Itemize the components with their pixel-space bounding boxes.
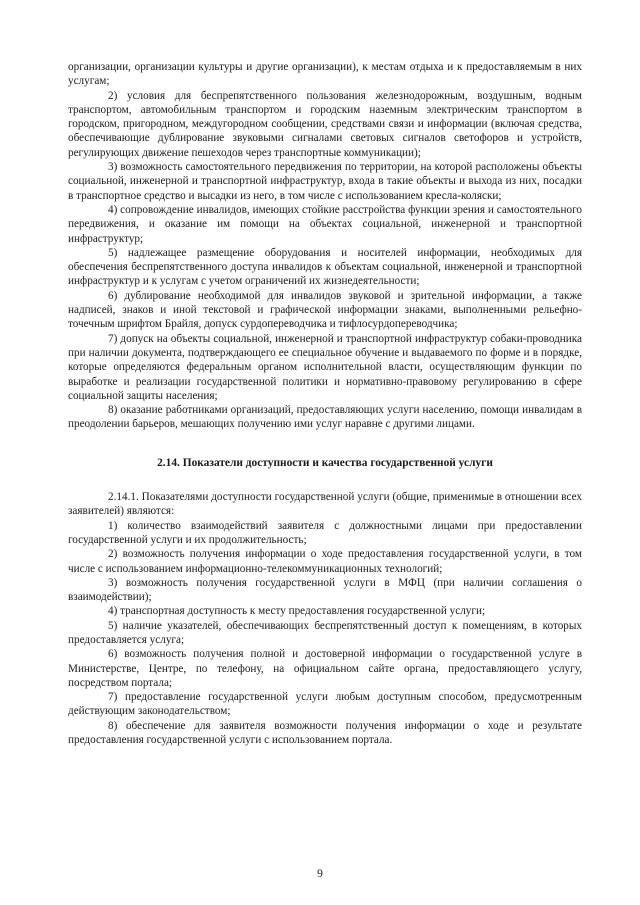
- accessibility-indicators-list: [68, 490, 582, 747]
- indicator-item-6: 6) возможность получения полной и достоверной информации о государственной услуге в Министерстве, Центре, по телефону, на официальном сайте органа, предоставляющего услугу, посредством портала;: [68, 648, 582, 689]
- indicator-item-7: 7) предоставление государственной услуги любым доступным способом, предусмотренным действующим законодательством;: [68, 691, 582, 718]
- condition-item-7: 7) допуск на объекты социальной, инженерной и транспортной инфраструктур собаки-проводника при наличии документа, подтверждающего ее специальное обучение и выдаваемого по форме и в порядке, которые определяются федеральным органом исполнительной власти, осуществляющим функции по выработке и реализации государственной политики и нормативно-правовому регулированию в сфере социальной защиты населения;: [68, 332, 582, 402]
- condition-item-5: 5) надлежащее размещение оборудования и носителей информации, необходимых для обеспечения беспрепятственного доступа инвалидов к объектам социальной, инженерной и транспортной инфраструктур и к услугам с учетом ограничений их жизнедеятельности;: [68, 246, 582, 288]
- accessibility-conditions-list: [68, 60, 582, 432]
- indicator-item-1: 1) количество взаимодействий заявителя с должностными лицами при предоставлении государственной услуги и их продолжительность;: [68, 519, 582, 546]
- section-intro: 2.14.1. Показателями доступности государственной услуги (общие, применимые в отношении всех заявителей) являются:: [68, 491, 582, 518]
- condition-item-2: 2) условия для беспрепятственного пользования железнодорожным, воздушным, водным транспортом, автомобильным транспортом и городским наземным электрическим транспортом в городском, пригородном, междугородном сообщении, средствами связи и информации (включая средства, обеспечивающие дублирование звуковыми сигналами световых сигналов светофоров и устройств, регулирующих движение пешеходов через транспортные коммуникации);: [68, 89, 582, 159]
- indicator-item-2: 2) возможность получения информации о ходе предоставления государственной услуги, в том числе с использованием информационно-телекоммуникационных технологий;: [68, 548, 582, 575]
- indicator-item-3: 3) возможность получения государственной услуги в МФЦ (при наличии соглашения о взаимодействии);: [68, 576, 582, 604]
- page-number: 9: [317, 868, 323, 880]
- indicator-item-5: 5) наличие указателей, обеспечивающих беспрепятственный доступ к помещениям, в которых предоставляется услуга;: [68, 619, 582, 646]
- condition-item-6: 6) дублирование необходимой для инвалидов звуковой и зрительной информации, а также надписей, знаков и иной текстовой и графической информации знаками, выполненными рельефно-точечным шрифтом Брайля, допуск сурдопереводчика и тифлосурдопереводчика;: [68, 289, 582, 331]
- condition-item-3: 3) возможность самостоятельного передвижения по территории, на которой расположены объекты социальной, инженерной и транспортной инфраструктур, входа в такие объекты и выхода из них, посадки в транспортное средство и высадки из него, в том числе с использованием кресла-коляски;: [68, 161, 582, 202]
- section-heading: 2.14. Показатели доступности и качества государственной услуги: [157, 456, 493, 469]
- indicator-item-8: 8) обеспечение для заявителя возможности получения информации о ходе и результате предоставления государственной услуги с использованием портала.: [68, 719, 582, 747]
- paragraph-continuation: организации, организации культуры и другие организации), к местам отдыха и к предоставляемым в них услугам;: [68, 61, 582, 88]
- condition-item-8: 8) оказание работниками организаций, предоставляющих услуги населению, помощи инвалидам в преодолении барьеров, мешающих получению ими услуг наравне с другими лицами.: [68, 404, 582, 431]
- indicator-item-4: 4) транспортная доступность к месту предоставления государственной услуги;: [108, 605, 486, 618]
- condition-item-4: 4) сопровождение инвалидов, имеющих стойкие расстройства функции зрения и самостоятельного передвижения, и оказание им помощи на объектах социальной, инженерной и транспортной инфраструктур;: [68, 203, 582, 245]
